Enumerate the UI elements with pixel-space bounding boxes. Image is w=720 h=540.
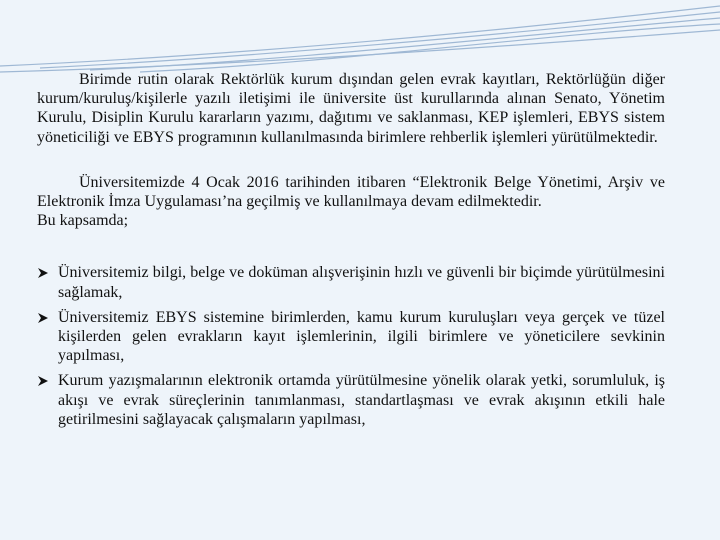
bullet-item [37, 371, 665, 429]
intro-paragraph: Birimde rutin olarak Rektörlük kurum dışından gelen evrak kayıtları, Rektörlüğün diğer kurum/kuruluş/kişilerle yazılı iletişimi ile üniversite üst kurullarında alınan Senato, Yönetim Kurulu, Disiplin Kurulu kararların yazımı, dağıtımı ve saklanması, KEP işlemleri, EBYS sistem yöneticiliği ve EBYS programının kullanılmasında birimlere rehberlik işlemleri yürütülmektedir. [37, 71, 665, 146]
bullet-text: Üniversitemiz EBYS sistemine birimlerden, kamu kurum kuruluşları veya gerçek ve tüzel kişilerden gelen evrakların kayıt işlemlerinin, ilgili birimlere ve yöneticilere sevkinin yapılması, [58, 308, 665, 365]
arrowhead-bullet-icon [37, 267, 49, 279]
bullet-item [37, 263, 665, 301]
scope-paragraph: Bu kapsamda; [37, 212, 129, 230]
bullet-list [37, 263, 665, 429]
ebys-paragraph: Üniversitemizde 4 Ocak 2016 tarihinden itibaren “Elektronik Belge Yönetimi, Arşiv ve Elektronik İmza Uygulaması’na geçilmiş ve kullanılmaya devam edilmektedir. [37, 173, 665, 211]
document-body [37, 70, 665, 435]
bullet-text: Kurum yazışmalarının elektronik ortamda yürütülmesine yönelik olarak yetki, sorumluluk, iş akışı ve evrak süreçlerinin tanımlanması, standartlaşması ve evrak akışının etkili hale getirilmesini sağlayacak çalışmaların yapılması, [58, 372, 665, 428]
bullet-item [37, 308, 665, 366]
arrowhead-bullet-icon [37, 375, 49, 387]
arrowhead-bullet-icon [37, 312, 49, 324]
bullet-text: Üniversitemiz bilgi, belge ve doküman alışverişinin hızlı ve güvenli bir biçimde yürütülmesini sağlamak, [58, 264, 665, 301]
